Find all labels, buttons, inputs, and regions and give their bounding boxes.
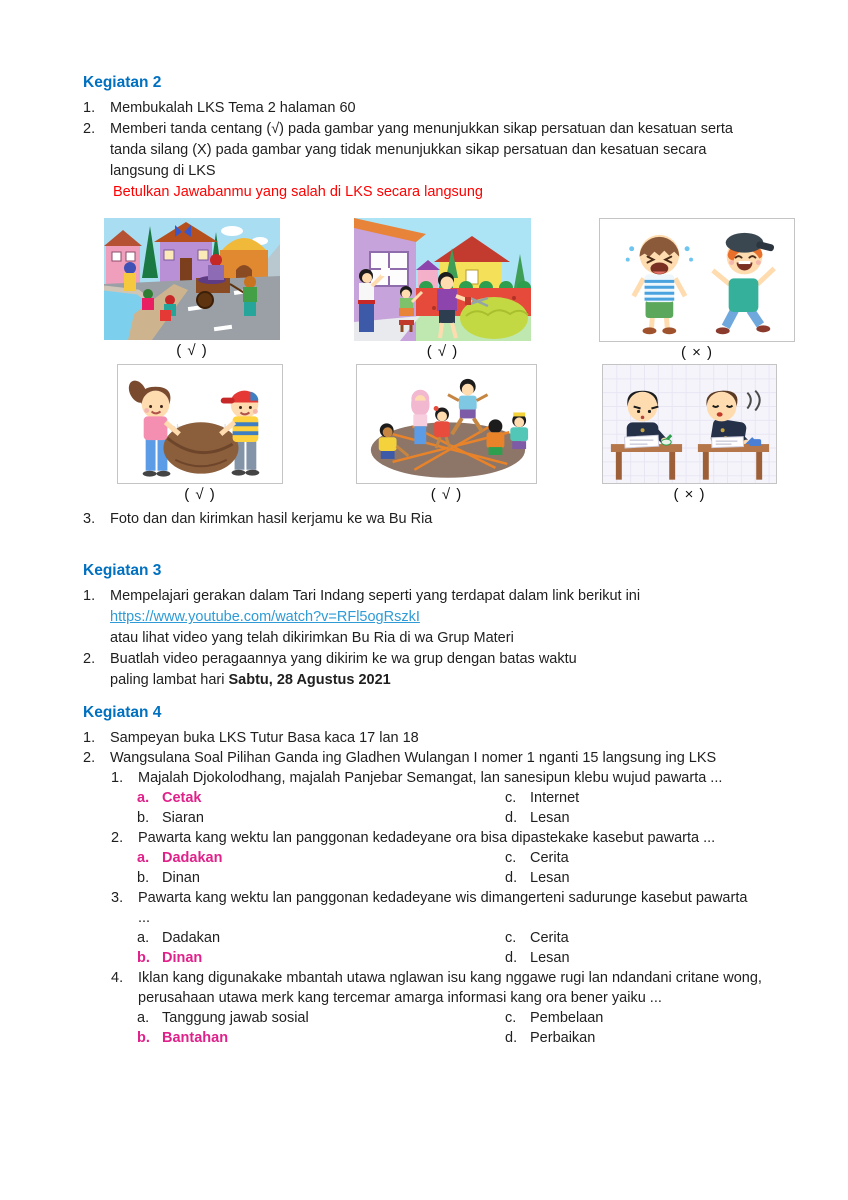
option-a: a. Dadakan [137, 850, 223, 867]
question-text: Majalah Djokolodhang, majalah Panjebar Semangat, lan sanesipun klebu wujud pawarta ... [138, 770, 723, 787]
option-c: c. Cerita [505, 930, 569, 947]
options [137, 928, 765, 968]
deadline-date: Sabtu, 28 Agustus 2021 [228, 672, 391, 689]
question-3 [111, 888, 765, 968]
option-a: a. Dadakan [137, 930, 221, 947]
option-c: c. Cerita [505, 850, 569, 867]
illustration-mengejek-teman-menangis [600, 219, 794, 341]
section-kegiatan-2 [83, 75, 765, 530]
image-cell-2 [354, 218, 531, 363]
image-row-1 [83, 218, 795, 364]
option-label: Lesan [530, 870, 570, 887]
section-kegiatan-4 [83, 705, 765, 1048]
option-label: Dadakan [162, 930, 221, 947]
option-label: Internet [530, 790, 580, 807]
option-b: b. Siaran [137, 810, 204, 827]
kegiatan-3-heading: Kegiatan 3 [83, 562, 162, 580]
image-cell-1 [104, 218, 280, 362]
option-label: Dinan [162, 870, 200, 887]
option-label: Siaran [162, 810, 204, 827]
list-item-text: Wangsulana Soal Pilihan Ganda ing Gladhen Wulangan I nomer 1 nganti 15 langsung ing LKS [110, 750, 717, 767]
list-item-number: 1. [83, 588, 96, 605]
section-kegiatan-3 [83, 563, 765, 691]
list-item-number: 2. [83, 651, 96, 668]
illustration-permainan-tali-tradisional [357, 365, 536, 484]
option-label: Cerita [530, 850, 569, 867]
option-b: b. Dinan [137, 950, 203, 967]
question-text: Iklan kang digunakake mbantah utawa nglawan isu kang nggawe rugi lan ndandani critane wong, perusahaan utawa merk kang tercemar amarga informasi kang ora bener yaiku ... [138, 970, 762, 1007]
youtube-link[interactable]: https://www.youtube.com/watch?v=RFl5ogRszkI [110, 609, 420, 626]
correction-note-row [83, 182, 765, 203]
option-c: c. Pembelaan [505, 1010, 604, 1027]
illustration-menyontek-di-kelas [603, 365, 776, 484]
list-item-text: Sampeyan buka LKS Tutur Basa kaca 17 lan 18 [110, 730, 419, 747]
option-a: a. Cetak [137, 790, 202, 807]
question-text: Pawarta kang wektu lan panggonan kedadeyane ora bisa dipastekake kasebut pawarta ... [138, 830, 716, 847]
options [137, 848, 765, 888]
list-item-text: Buatlah video peragaannya yang dikirim ke wa grup dengan batas waktu [110, 651, 577, 668]
image-cell-5 [356, 364, 537, 507]
illustration-gotong-royong-kampung [104, 218, 280, 340]
image-cell-3 [599, 218, 795, 364]
correction-note: Betulkan Jawabanmu yang salah di LKS secara langsung [113, 184, 483, 200]
list-item-number: 1. [83, 100, 96, 116]
image-caption-5: ( √ ) [430, 486, 463, 504]
kegiatan-2-heading: Kegiatan 2 [83, 74, 162, 91]
list-item [83, 748, 765, 768]
option-label: Bantahan [162, 1030, 229, 1047]
option-label: Perbaikan [530, 1030, 596, 1047]
image-cell-4 [117, 364, 283, 507]
list-item-text: Memberi tanda centang (√) pada gambar yang menunjukkan sikap persatuan dan kesatuan serta tanda silang (X) pada gambar yang tidak menunjukkan sikap persatuan dan kesatuan secara langsung di LKS [110, 121, 733, 179]
options [137, 788, 765, 828]
question-text-continued: ... [138, 910, 151, 927]
option-d: d. Lesan [505, 810, 570, 827]
option-label: Cetak [162, 790, 202, 807]
question-number: 2. [111, 830, 124, 847]
option-a: a. Tanggung jawab sosial [137, 1010, 309, 1027]
option-label: Dadakan [162, 850, 223, 867]
option-d: d. Lesan [505, 950, 570, 967]
list-item-text: Foto dan dan kirimkan hasil kerjamu ke wa Bu Ria [110, 511, 433, 528]
question-2 [111, 828, 765, 888]
option-label: Dinan [162, 950, 203, 967]
deadline-prefix: paling lambat hari [110, 672, 229, 689]
list-item-text: Membukalah LKS Tema 2 halaman 60 [110, 100, 356, 116]
question-1 [111, 768, 765, 828]
image-grid [83, 218, 765, 506]
option-d: d. Lesan [505, 870, 570, 887]
list-item-number: 1. [83, 730, 96, 747]
illustration-keluarga-bersih-rumah [354, 218, 531, 341]
image-caption-6: ( × ) [673, 486, 706, 504]
option-b: b. Bantahan [137, 1030, 229, 1047]
list-item [83, 98, 765, 119]
question-number: 4. [111, 970, 124, 987]
list-item [83, 119, 765, 182]
image-row-2 [83, 364, 795, 507]
question-4 [111, 968, 765, 1048]
illustration-mengangkat-karung-bersama [118, 365, 282, 484]
kegiatan-4-heading: Kegiatan 4 [83, 704, 162, 722]
list-item-number: 2. [83, 750, 96, 767]
option-c: c. Internet [505, 790, 580, 807]
image-caption-3: ( × ) [680, 343, 714, 361]
list-item [83, 649, 765, 691]
options [137, 1008, 765, 1048]
question-list [111, 768, 765, 1048]
list-item-number: 3. [83, 511, 96, 528]
list-item-text: Mempelajari gerakan dalam Tari Indang seperti yang terdapat dalam link berikut ini [110, 588, 641, 605]
question-text: Pawarta kang wektu lan panggonan kedadeyane wis dimangerteni sadurunge kasebut pawarta [138, 890, 748, 907]
list-item-number: 2. [83, 121, 96, 137]
option-label: Cerita [530, 930, 569, 947]
option-label: Lesan [530, 810, 570, 827]
option-b: b. Dinan [137, 870, 200, 887]
option-d: d. Perbaikan [505, 1030, 596, 1047]
image-caption-2: ( √ ) [426, 343, 459, 360]
option-label: Tanggung jawab sosial [162, 1010, 309, 1027]
list-item [83, 586, 765, 649]
list-item [83, 509, 765, 530]
image-cell-6 [602, 364, 777, 507]
image-caption-1: ( √ ) [176, 342, 208, 359]
option-label: Lesan [530, 950, 570, 967]
image-caption-4: ( √ ) [184, 486, 216, 504]
list-item [83, 728, 765, 748]
question-number: 3. [111, 890, 124, 907]
option-label: Pembelaan [530, 1010, 604, 1027]
question-number: 1. [111, 770, 124, 787]
list-item-text: atau lihat video yang telah dikirimkan Bu Ria di wa Grup Materi [110, 630, 514, 647]
